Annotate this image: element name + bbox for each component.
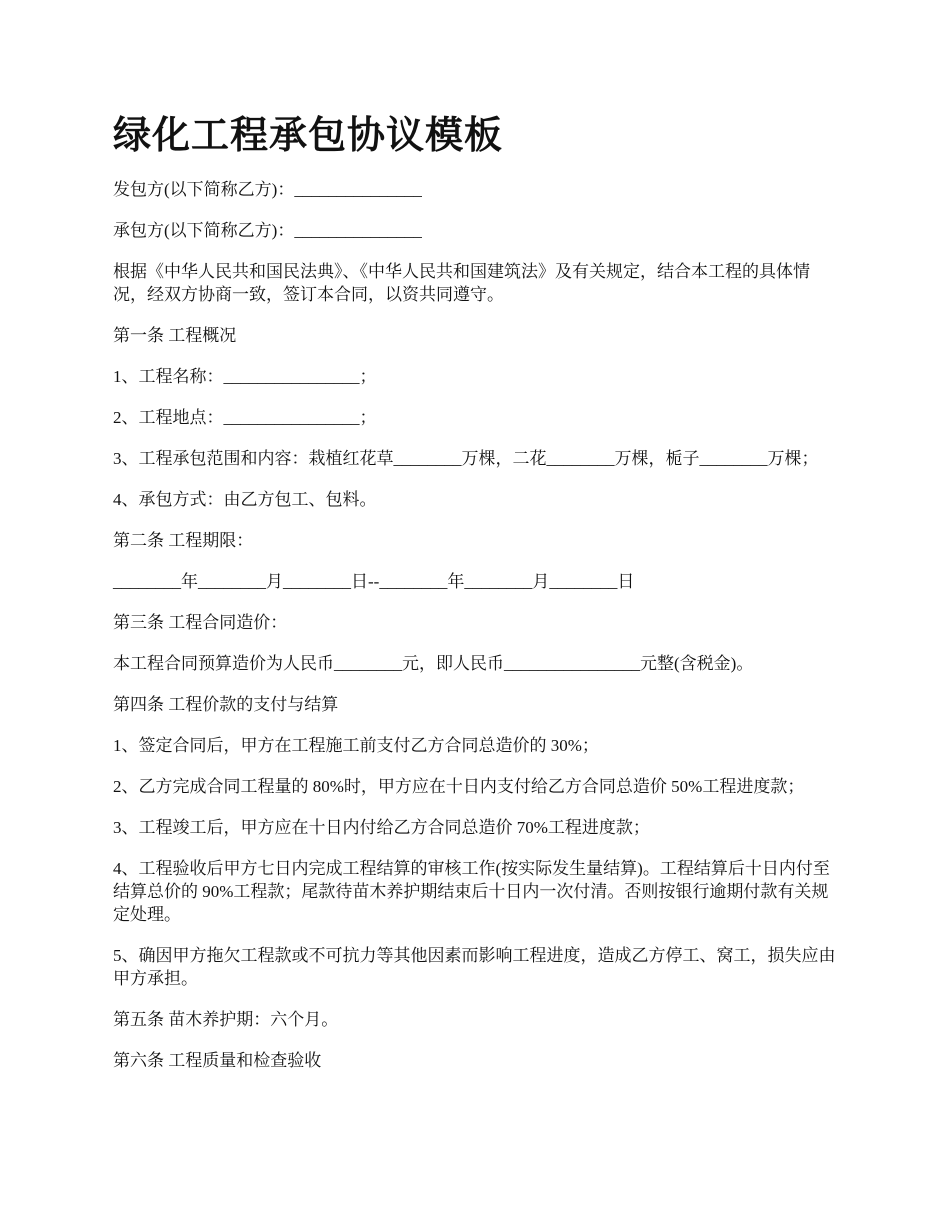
project-location-line: 2、工程地点：________________； <box>113 408 377 427</box>
payment-clause-5: 5、确因甲方拖欠工程款或不可抗力等其他因素而影响工程进度，造成乙方停工、窝工，损失应由甲方承担。 <box>113 946 836 988</box>
article-5-heading: 第五条 苗木养护期：六个月。 <box>113 1010 339 1029</box>
article-6-heading: 第六条 工程质量和检查验收 <box>113 1051 322 1070</box>
article-4-heading: 第四条 工程价款的支付与结算 <box>113 695 339 714</box>
contractor-line: 承包方(以下简称乙方)：_______________ <box>113 221 422 240</box>
project-name-line: 1、工程名称：________________； <box>113 367 377 386</box>
contract-price-line: 本工程合同预算造价为人民币________元，即人民币________________元整(含税金)。 <box>113 654 754 673</box>
document-title: 绿化工程承包协议模板 <box>113 115 504 157</box>
document-page <box>113 108 843 1090</box>
contract-method-line: 4、承包方式：由乙方包工、包料。 <box>113 490 377 509</box>
payment-clause-2: 2、乙方完成合同工程量的 80%时，甲方应在十日内支付给乙方合同总造价 50%工程进度款； <box>113 777 805 796</box>
project-period-line: ________年________月________日--________年________月________日 <box>113 572 635 591</box>
preamble-paragraph: 根据《中华人民共和国民法典》、《中华人民共和国建筑法》及有关规定，结合本工程的具体情况，经双方协商一致，签订本合同，以资共同遵守。 <box>113 262 810 304</box>
article-3-heading: 第三条 工程合同造价： <box>113 613 288 632</box>
employer-line: 发包方(以下简称乙方)：_______________ <box>113 180 422 199</box>
article-1-heading: 第一条 工程概况 <box>113 326 237 345</box>
article-2-heading: 第二条 工程期限： <box>113 531 254 550</box>
payment-clause-4: 4、工程验收后甲方七日内完成工程结算的审核工作(按实际发生量结算)。工程结算后十日内付至结算总价的 90%工程款；尾款待苗木养护期结束后十日内一次付清。否则按银行逾期付款有关规定处理。 <box>113 859 830 924</box>
payment-clause-3: 3、工程竣工后，甲方应在十日内付给乙方合同总造价 70%工程进度款； <box>113 818 650 837</box>
payment-clause-1: 1、签定合同后，甲方在工程施工前支付乙方合同总造价的 30%； <box>113 736 599 755</box>
project-scope-paragraph: 3、工程承包范围和内容：栽植红花草________万棵，二花________万棵，栀子________万棵； <box>113 449 819 468</box>
